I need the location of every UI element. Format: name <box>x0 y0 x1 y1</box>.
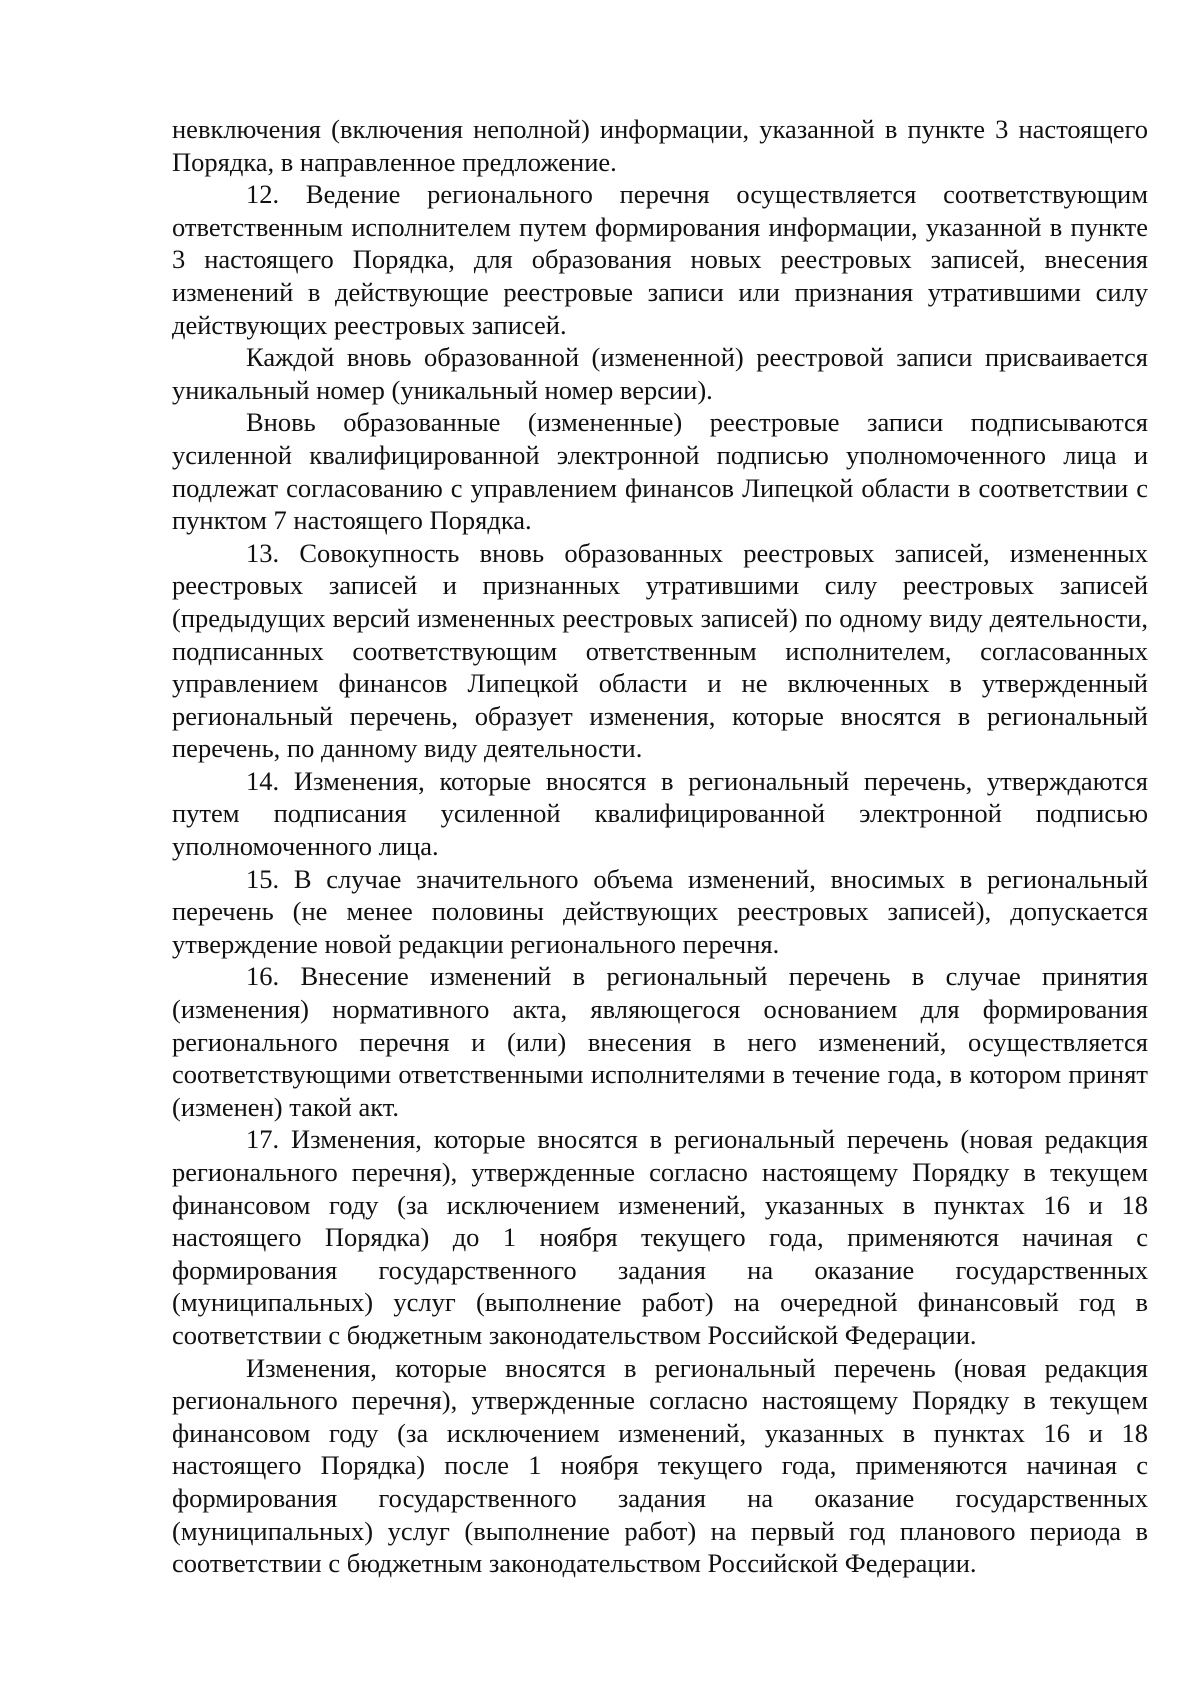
document-page <box>172 113 1148 1580</box>
paragraph-item-16: 16. Внесение изменений в региональный перечень в случае принятия (изменения) нормативного акта, являющегося основанием для формирования регионального перечня и (или) внесения в него изменений, осуществляется соответствующими ответственными исполнителями в течение года, в котором принят (изменен) такой акт. <box>172 961 1148 1122</box>
paragraph-item-14: 14. Изменения, которые вносятся в региональный перечень, утверждаются путем подписания усиленной квалифицированной электронной подписью уполномоченного лица. <box>172 765 1148 862</box>
paragraph-item-15: 15. В случае значительного объема изменений, вносимых в региональный перечень (не менее половины действующих реестровых записей), допускается утверждение новой редакции регионального перечня. <box>172 863 1148 959</box>
paragraph-item-17: 17. Изменения, которые вносятся в региональный перечень (новая редакция регионального перечня), утвержденные согласно настоящему Порядку в текущем финансовом году (за исключением изменений, указанных в пунктах 16 и 18 настоящего Порядка) до 1 ноября текущего года, применяются начиная с формирования государственного задания на оказание государственных (муниципальных) услуг (выполнение работ) на очередной финансовый год в соответствии с бюджетным законодательством Российской Федерации. <box>172 1124 1148 1350</box>
paragraph-signature: Вновь образованные (измененные) реестровые записи подписываются усиленной квалифицированной электронной подписью уполномоченного лица и подлежат согласованию с управлением финансов Липецкой области в соответствии с пунктом 7 настоящего Порядка. <box>172 407 1148 536</box>
paragraph-item-17-continued: Изменения, которые вносятся в региональный перечень (новая редакция регионального перечня), утвержденные согласно настоящему Порядку в текущем финансовом году (за исключением изменений, указанных в пунктах 16 и 18 настоящего Порядка) после 1 ноября текущего года, применяются начиная с формирования государственного задания на оказание государственных (муниципальных) услуг (выполнение работ) на первый год планового периода в соответствии с бюджетным законодательством Российской Федерации. <box>172 1352 1148 1579</box>
paragraph-continuation: невключения (включения неполной) информации, указанной в пункте 3 настоящего Порядка, в направленное предложение. <box>172 114 1148 177</box>
paragraph-item-13: 13. Совокупность вновь образованных реестровых записей, измененных реестровых записей и признанных утратившими силу реестровых записей (предыдущих версий измененных реестровых записей) по одному виду деятельности, подписанных соответствующим ответственным исполнителем, согласованных управлением финансов Липецкой области и не включенных в утвержденный региональный перечень, образует изменения, которые вносятся в региональный перечень, по данному виду деятельности. <box>172 537 1148 764</box>
paragraph-unique-number: Каждой вновь образованной (измененной) реестровой записи присваивается уникальный номер (уникальный номер версии). <box>172 342 1148 405</box>
paragraph-item-12: 12. Ведение регионального перечня осуществляется соответствующим ответственным исполнителем путем формирования информации, указанной в пункте 3 настоящего Порядка, для образования новых реестровых записей, внесения изменений в действующие реестровые записи или признания утратившими силу действующих реестровых записей. <box>172 179 1148 340</box>
